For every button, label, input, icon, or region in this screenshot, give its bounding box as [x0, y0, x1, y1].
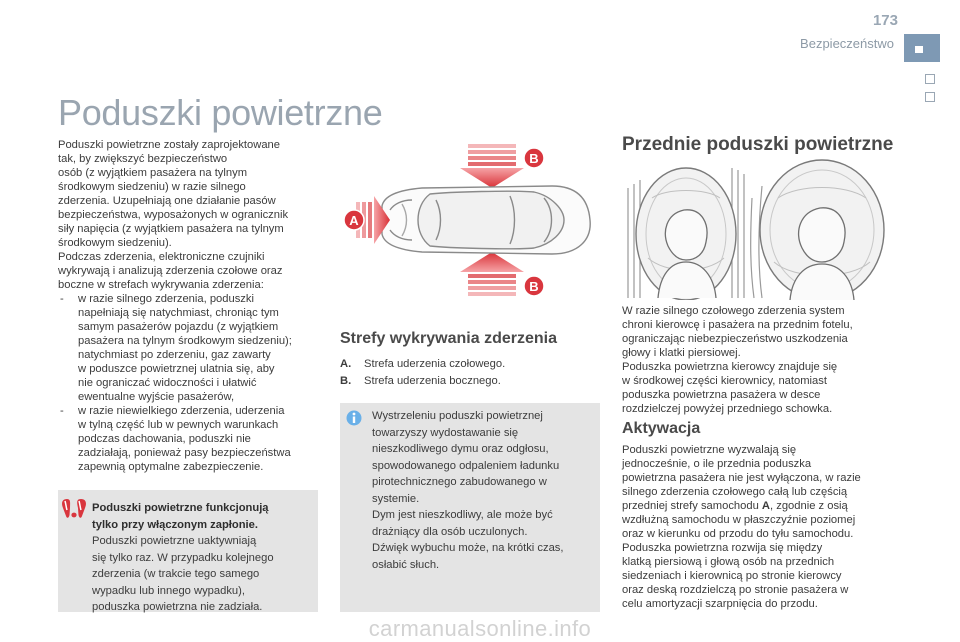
side-impact-arrow-top: [460, 144, 524, 188]
watermark: carmanualsonline.info: [368, 616, 592, 641]
page-number: 173: [872, 12, 898, 29]
intro-text: Poduszki powietrzne zostały zaprojektowane tak, by zwiększyć bezpieczeństwo osób (z wyjątkiem pasażera na tylnym środkowym siedzeniu) w razie silnego zderzenia. Uzupełniają one działanie pasów bezpieczeństwa, wyposażonych w ogranicznik siły napięcia (z wyjątkiem pasażera na tylnym środkowym siedzeniu). Podczas zderzenia, elektroniczne czujniki wykrywają i analizują zderzenia czołowe oraz boczne w strefach wykrywania zderzenia: - w razie silnego zderzenia, poduszki napełniają się natychmiast, chroniąc tym samym pasażerów pojazdu (z wyjątkiem pasażera na tylnym środkowym siedzeniu); natychmiast po zderzeniu, gaz zawarty w poduszce powietrznej ulatnia się, aby nie ograniczać widoczności i ułatwić ewentualne wyjście pasażerów, - w razie niewielkiego zderzenia, uderzenia w tylną część lub w pewnych warunkach podczas dachowania, poduszki nie zadziałają, ponieważ pasy bezpieczeństwa zapewnią optymalne zabezpieczenie.: [58, 138, 320, 474]
section-tab-marker: [915, 46, 923, 53]
svg-text:A: A: [349, 213, 359, 228]
front-airbags-text: W razie silnego czołowego zderzenia system chroni kierowcę i pasażera na przednim fotelu, ograniczając niebezpieczeństwo uszkodzenia głowy i klatki piersiowej. Poduszka powietrzna kierowcy znajduje się w środkowej części kierownicy, natomiast poduszka powietrzna pasażera w desce rozdzielczej powyżej przedniego schowka.: [622, 305, 853, 415]
zones-list: [340, 356, 600, 390]
zones-heading: Strefy wykrywania zderzenia: [340, 330, 557, 347]
front-airbags-illustration: [622, 158, 890, 300]
zone-badge-b-bottom: [524, 276, 544, 296]
svg-text:B: B: [529, 279, 539, 294]
svg-text:B: B: [529, 151, 539, 166]
activation-heading: Aktywacja: [622, 420, 701, 437]
driver-airbag: [636, 168, 736, 300]
bullet-item: - w razie niewielkiego zderzenia, uderzenia w tylną część lub w pewnych warunkach podczas dachowania, poduszki nie zadziałają, ponieważ pasy bezpieczeństwa zapewnią optymalne zabezpieczenie.: [58, 404, 320, 474]
passenger-airbag: [760, 160, 884, 300]
zone-badge-b-top: [524, 148, 544, 168]
bullet-item: - w razie silnego zderzenia, poduszki napełniają się natychmiast, chroniąc tym samym pasażerów pojazdu (z wyjątkiem pasażera na tylnym środkowym siedzeniu); natychmiast po zderzeniu, gaz zawarty w poduszce powietrznej ulatnia się, aby nie ograniczać widoczności i ułatwić ewentualne wyjście pasażerów,: [58, 292, 320, 404]
list-item: A. Strefa uderzenia czołowego.: [340, 358, 506, 370]
info-icon: [346, 410, 362, 426]
warning-icon: [60, 496, 88, 520]
section-tab-box[interactable]: [925, 74, 935, 84]
section-tab-box[interactable]: [925, 92, 935, 102]
activation-text: Poduszki powietrzne wyzwalają się jednocześnie, o ile przednia poduszka powietrzna pasażera nie jest wyłączona, w razie silnego zderzenia czołowego całą lub częścią przedniej strefy samochodu A, zgodnie z osią wzdłużną samochodu w płaszczyźnie poziomej oraz w kierunku od przodu do tyłu samochodu. Poduszka powietrzna rozwija się między klatką piersiową i głową osób na przednich siedzeniach i kierownicą po stronie kierowcy oraz deską rozdzielczą po stronie pasażera w celu amortyzacji szarpnięcia do przodu.: [622, 444, 861, 610]
warning-text: Poduszki powietrzne funkcjonują tylko przy włączonym zapłonie. Poduszki powietrzne uaktywniają się tylko raz. W przypadku kolejnego zderzenia (w trakcie tego samego wypadku lub innego wypadku), poduszka powietrzna nie zadziała.: [92, 502, 274, 613]
page-title: Poduszki powietrzne: [58, 92, 383, 133]
section-title: Bezpieczeństwo: [800, 36, 894, 51]
collision-zones-diagram: [338, 140, 600, 320]
list-item: B. Strefa uderzenia bocznego.: [340, 375, 501, 387]
front-airbags-heading: Przednie poduszki powietrzne: [622, 134, 894, 155]
side-impact-arrow-bottom: [460, 252, 524, 296]
info-text: Wystrzeleniu poduszki powietrznej towarzyszy wydostawanie się nieszkodliwego dymu oraz odgłosu, spowodowanego odpaleniem ładunku pirotechnicznego zabudowanego w systemie. Dym jest nieszkodliwy, ale może być drażniący dla osób uczulonych. Dźwięk wybuchu może, na krótki czas, osłabić słuch.: [372, 410, 564, 571]
zone-badge-a: [344, 210, 364, 230]
car-top-view: [382, 186, 590, 254]
